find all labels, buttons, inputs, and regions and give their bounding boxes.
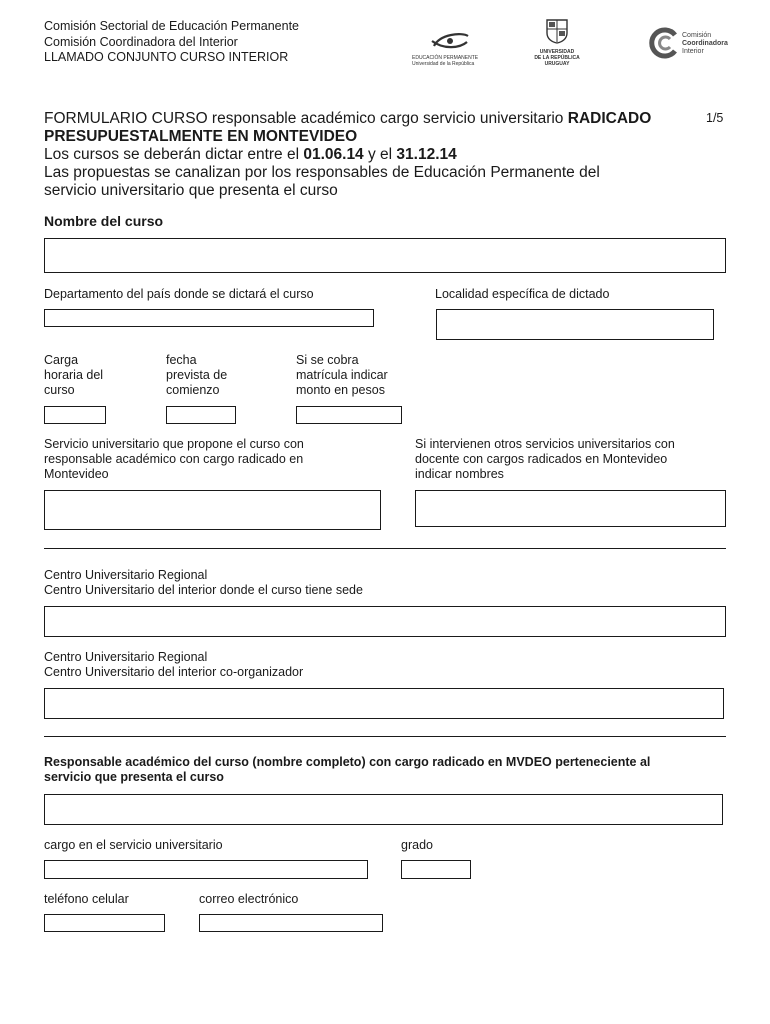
cci-logo xyxy=(648,27,728,61)
logo-udelar-line-3: URUGUAY xyxy=(544,61,570,67)
matricula-label-line: Si se cobra xyxy=(296,353,359,367)
servicio-label-line: Servicio universitario que propone el curso con xyxy=(44,437,304,451)
udelar-logo xyxy=(532,19,582,67)
coorganizador-label xyxy=(44,650,303,680)
telefono-label: teléfono celular xyxy=(44,892,129,906)
correo-label: correo electrónico xyxy=(199,892,299,906)
coorganizador-label-line: Centro Universitario Regional xyxy=(44,650,208,664)
localidad-input[interactable] xyxy=(436,309,714,340)
localidad-label: Localidad específica de dictado xyxy=(435,287,610,301)
title-line-3 xyxy=(44,146,684,164)
fecha-label xyxy=(166,353,227,398)
otros-servicios-input[interactable] xyxy=(415,490,726,527)
logo-ep-line-1: EDUCACIÓN PERMANENTE xyxy=(412,55,479,61)
logo-cci-line-1: Comisión xyxy=(682,32,712,39)
title-line-3-text-b: y el xyxy=(363,146,397,163)
cargo-input[interactable] xyxy=(44,860,368,879)
title-line-5: servicio universitario que presenta el curso xyxy=(44,182,338,199)
matricula-label-line: monto en pesos xyxy=(296,383,385,397)
logo-cci-line-2: Coordinadora xyxy=(682,40,728,47)
fecha-label-line: prevista de xyxy=(166,368,228,382)
responsable-label-line: servicio que presenta el curso xyxy=(44,770,224,784)
page-number: 1/5 xyxy=(706,111,724,125)
form-title xyxy=(44,110,684,200)
coorganizador-label-line: Centro Universitario del interior co-organizador xyxy=(44,665,304,679)
sede-label-line: Centro Universitario Regional xyxy=(44,568,208,582)
grado-input[interactable] xyxy=(401,860,471,879)
correo-input[interactable] xyxy=(199,914,383,932)
educacion-permanente-logo-icon xyxy=(410,26,492,56)
logo-ep-line-2: Universidad de la República xyxy=(412,61,475,67)
title-line-2 xyxy=(44,128,684,146)
sede-input[interactable] xyxy=(44,606,726,637)
otros-servicios-label-line: Si intervienen otros servicios universitarios con xyxy=(415,437,675,451)
header-text xyxy=(44,19,299,66)
responsable-label xyxy=(44,755,650,785)
carga-input[interactable] xyxy=(44,406,106,424)
sede-label-line: Centro Universitario del interior donde el curso tiene sede xyxy=(44,583,363,597)
course-name-label: Nombre del curso xyxy=(44,213,164,229)
fecha-label-line: comienzo xyxy=(166,383,220,397)
coorganizador-input[interactable] xyxy=(44,688,724,719)
sede-label xyxy=(44,568,363,598)
logo-cci-line-3: Interior xyxy=(682,48,704,55)
otros-servicios-label-line: docente con cargos radicados en Montevideo xyxy=(415,452,668,466)
departamento-input[interactable] xyxy=(44,309,374,327)
servicio-label-line: responsable académico con cargo radicado en xyxy=(44,452,304,466)
otros-servicios-label xyxy=(415,437,675,482)
title-line-1-text: FORMULARIO CURSO responsable académico cargo servicio universitario xyxy=(44,110,568,127)
title-line-2-bold: PRESUPUESTALMENTE EN MONTEVIDEO xyxy=(44,128,358,145)
telefono-input[interactable] xyxy=(44,914,165,932)
servicio-label-line: Montevideo xyxy=(44,467,109,481)
fecha-label-line: fecha xyxy=(166,353,197,367)
responsable-label-line: Responsable académico del curso (nombre completo) con cargo radicado en MVDEO perteneciente al xyxy=(44,755,651,769)
departamento-label: Departamento del país donde se dictará el curso xyxy=(44,287,314,301)
carga-label-line: Carga xyxy=(44,353,79,367)
matricula-label-line: matrícula indicar xyxy=(296,368,388,382)
responsable-input[interactable] xyxy=(44,794,723,825)
header-line-1: Comisión Sectorial de Educación Permanente xyxy=(44,19,299,33)
cargo-label: cargo en el servicio universitario xyxy=(44,838,223,852)
grado-label: grado xyxy=(401,838,433,852)
cci-logo-icon xyxy=(648,27,680,59)
date-end: 31.12.14 xyxy=(396,146,457,163)
title-line-1 xyxy=(44,110,684,128)
divider-1 xyxy=(44,548,726,549)
course-name-input[interactable] xyxy=(44,238,726,273)
carga-label xyxy=(44,353,103,398)
carga-label-line: horaria del xyxy=(44,368,104,382)
header-line-3: LLAMADO CONJUNTO CURSO INTERIOR xyxy=(44,50,289,64)
title-line-1-bold: RADICADO xyxy=(567,110,652,127)
matricula-input[interactable] xyxy=(296,406,402,424)
matricula-label xyxy=(296,353,388,398)
udelar-crest-icon xyxy=(545,19,569,44)
divider-2 xyxy=(44,736,726,737)
fecha-input[interactable] xyxy=(166,406,236,424)
date-start: 01.06.14 xyxy=(303,146,364,163)
carga-label-line: curso xyxy=(44,383,75,397)
title-line-3-text-a: Los cursos se deberán dictar entre el xyxy=(44,146,304,163)
header-line-2: Comisión Coordinadora del Interior xyxy=(44,34,238,49)
title-line-4: Las propuestas se canalizan por los responsables de Educación Permanente del xyxy=(44,164,600,181)
logo-udelar-line-1: UNIVERSIDAD xyxy=(539,49,575,55)
logo-udelar-line-2: DE LA REPÚBLICA xyxy=(534,55,580,61)
educacion-permanente-logo xyxy=(410,26,492,68)
servicio-label xyxy=(44,437,304,482)
otros-servicios-label-line: indicar nombres xyxy=(415,467,504,481)
servicio-input[interactable] xyxy=(44,490,381,530)
